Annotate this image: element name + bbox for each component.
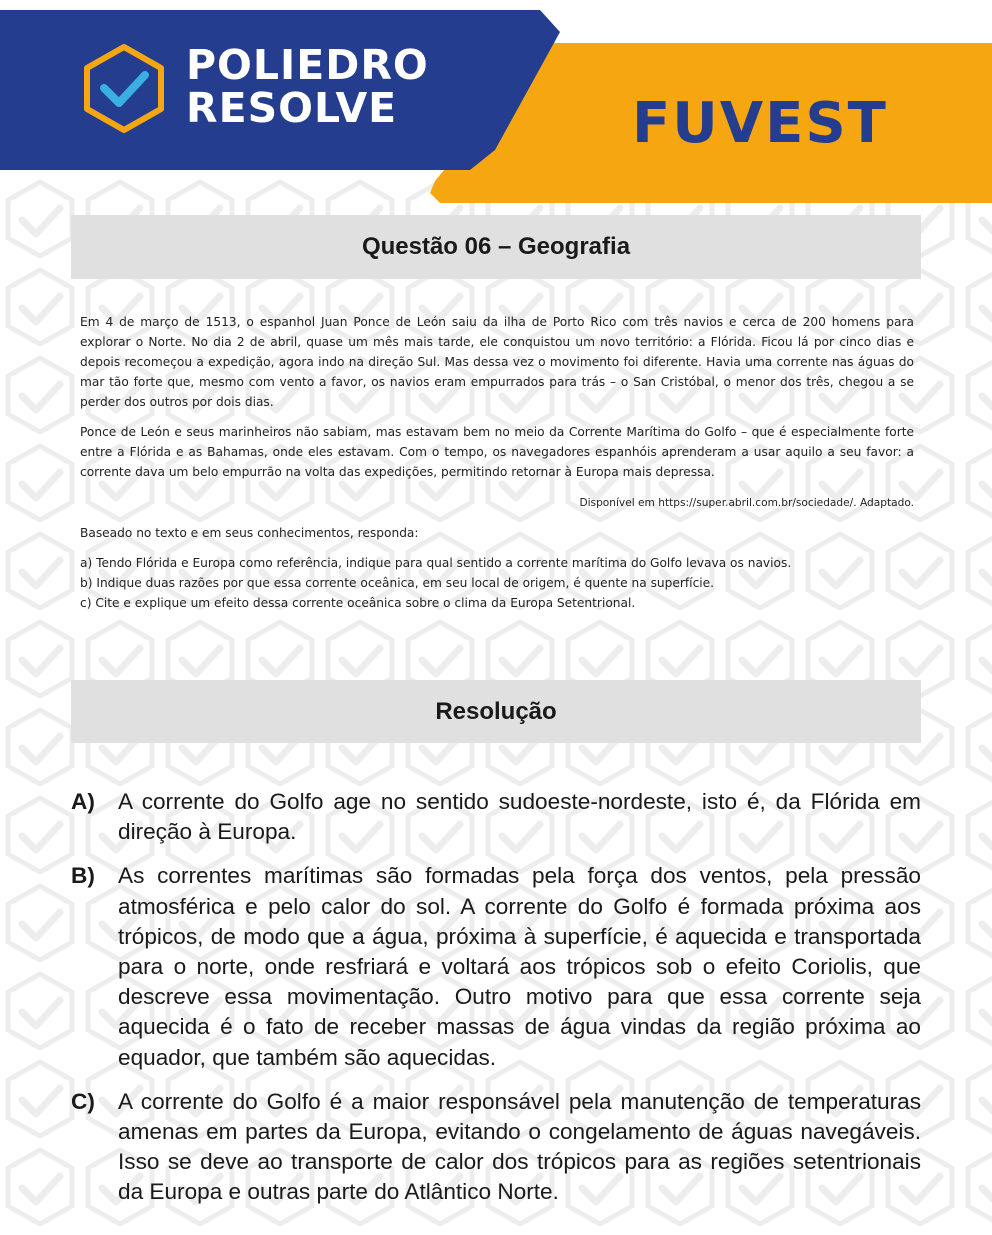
brand-line-2: RESOLVE: [186, 84, 398, 132]
statement-paragraph-1: Em 4 de março de 1513, o espanhol Juan Ponce de León saiu da ilha de Porto Rico com três navios e cerca de 200 homens para explorar o Norte. No dia 2 de abril, quase um mês mais tarde, ele conquistou um novo território: a Flórida. Ficou lá por cinco dias e depois recomeçou a expedição, agora indo na direção Sul. Mas dessa vez o movimento foi diferente. Havia uma corrente nas águas do mar tão forte que, mesmo com vento a favor, os navios eram empurrados para trás – o San Cristóbal, o menor dos três, chegou a se perder dos outros por dois dias.: [80, 315, 914, 409]
question-item-a: a) Tendo Flórida e Europa como referência, indique para qual sentido a corrente marítima do Golfo levava os navios.: [80, 556, 792, 570]
answer-letter: C): [71, 1088, 95, 1114]
question-statement: [80, 312, 914, 613]
question-prompt: Baseado no texto e em seus conhecimentos, responda:: [80, 526, 419, 540]
exam-name: FUVEST: [632, 91, 888, 156]
answer-b: [71, 861, 921, 1072]
answer-c: [71, 1087, 921, 1208]
answer-a: [71, 787, 921, 847]
answer-text: A corrente do Golfo age no sentido sudoeste-nordeste, isto é, da Flórida em direção à Europa.: [118, 789, 921, 845]
answer-text: As correntes marítimas são formadas pela força dos ventos, pela pressão atmosférica e pelo calor do sol. A corrente do Golfo é formada próxima aos trópicos, de modo que a água, próxima à superfície, é aquecida e transportada para o norte, onde resfriará e voltará aos trópicos sob o efeito Coriolis, que descreve essa movimentação. Outro motivo para que essa corrente seja aquecida é o fato de receber massas de água vindas da região próxima ao equador, que também são aquecidas.: [118, 863, 921, 1070]
brand-line-1: POLIEDRO: [186, 41, 429, 89]
statement-paragraph-2: Ponce de León e seus marinheiros não sabiam, mas estavam bem no meio da Corrente Marítima do Golfo – que é especialmente forte entre a Flórida e as Bahamas, onde eles estavam. Com o tempo, os navegadores espanhóis aprenderam a usar aquilo a seu favor: a corrente dava um belo empurrão na volta das expedições, permitindo retornar à Europa mais depressa.: [80, 425, 914, 479]
question-item-c: c) Cite e explique um efeito dessa corrente oceânica sobre o clima da Europa Setentrional.: [80, 596, 636, 610]
question-items: [80, 553, 914, 613]
question-item-b: b) Indique duas razões por que essa corrente oceânica, em seu local de origem, é quente na superfície.: [80, 576, 715, 590]
resolution-title: Resolução: [71, 680, 921, 743]
answer-text: A corrente do Golfo é a maior responsável pela manutenção de temperaturas amenas em partes da Europa, evitando o congelamento de águas navegáveis. Isso se deve ao transporte de calor dos trópicos para as regiões setentrionais da Europa e outras parte do Atlântico Norte.: [118, 1088, 921, 1205]
source-citation: Disponível em https://super.abril.com.br/sociedade/. Adaptado.: [579, 497, 914, 509]
question-title: Questão 06 – Geografia: [71, 215, 921, 279]
answer-letter: A): [71, 789, 95, 814]
brand-logo-text: [186, 41, 429, 132]
answer-letter: B): [71, 863, 95, 889]
resolution-answers: [71, 787, 921, 1208]
check-hexagon-icon: [78, 42, 170, 134]
